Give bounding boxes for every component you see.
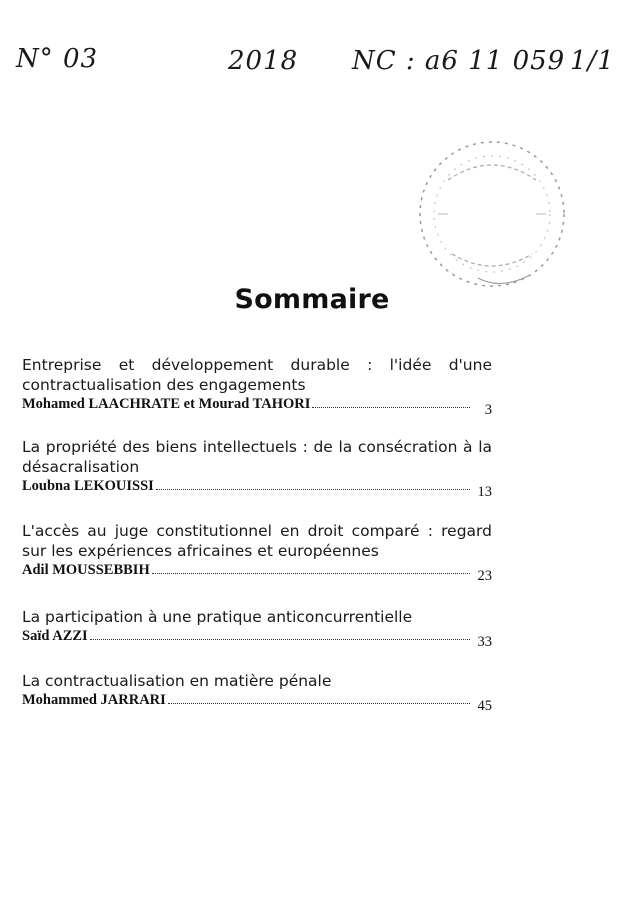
entry-page-number: 45 bbox=[477, 698, 492, 714]
entry-page-number: 23 bbox=[477, 568, 492, 584]
author-line bbox=[22, 562, 492, 584]
entry-page-number: 13 bbox=[477, 484, 492, 500]
author-line bbox=[22, 692, 492, 714]
dot-leader bbox=[168, 702, 470, 704]
entry-page-number: 33 bbox=[477, 634, 492, 650]
entry-title: Entreprise et développement durable : l'idée d'une contractualisation des engagements bbox=[22, 356, 492, 394]
entry-author: Loubna LEKOUISSI bbox=[22, 478, 154, 494]
toc-entry bbox=[22, 437, 492, 500]
dot-leader bbox=[90, 638, 470, 640]
handwritten-reference: NC : a6 11 059 bbox=[352, 46, 566, 76]
author-line bbox=[22, 478, 492, 500]
table-of-contents bbox=[22, 355, 492, 714]
handwritten-page-count: 1/1 bbox=[570, 46, 615, 76]
entry-title: La participation à une pratique anticoncurrentielle bbox=[22, 608, 413, 626]
toc-entry bbox=[22, 355, 492, 418]
entry-title: La contractualisation en matière pénale bbox=[22, 672, 332, 690]
entry-page-number: 3 bbox=[484, 402, 492, 418]
entry-author: Saïd AZZI bbox=[22, 628, 88, 644]
dot-leader bbox=[156, 488, 470, 490]
library-stamp-icon bbox=[408, 130, 576, 298]
dot-leader bbox=[152, 572, 470, 574]
handwritten-issue-number: N° 03 bbox=[16, 44, 99, 74]
entry-author: Adil MOUSSEBBIH bbox=[22, 562, 150, 578]
handwritten-year: 2018 bbox=[228, 46, 299, 76]
entry-author: Mohamed LAACHRATE et Mourad TAHORI bbox=[22, 396, 311, 412]
entry-title: L'accès au juge constitutionnel en droit comparé : regard sur les expériences africaines et européennes bbox=[22, 522, 492, 560]
toc-entry bbox=[22, 521, 492, 584]
entry-author: Mohammed JARRARI bbox=[22, 692, 166, 708]
author-line bbox=[22, 628, 492, 650]
entry-title: La propriété des biens intellectuels : de la consécration à la désacralisation bbox=[22, 438, 492, 476]
dot-leader bbox=[312, 406, 470, 408]
page-title: Sommaire bbox=[234, 284, 390, 315]
author-line bbox=[22, 396, 492, 418]
toc-entry bbox=[22, 671, 492, 714]
toc-entry bbox=[22, 607, 492, 650]
